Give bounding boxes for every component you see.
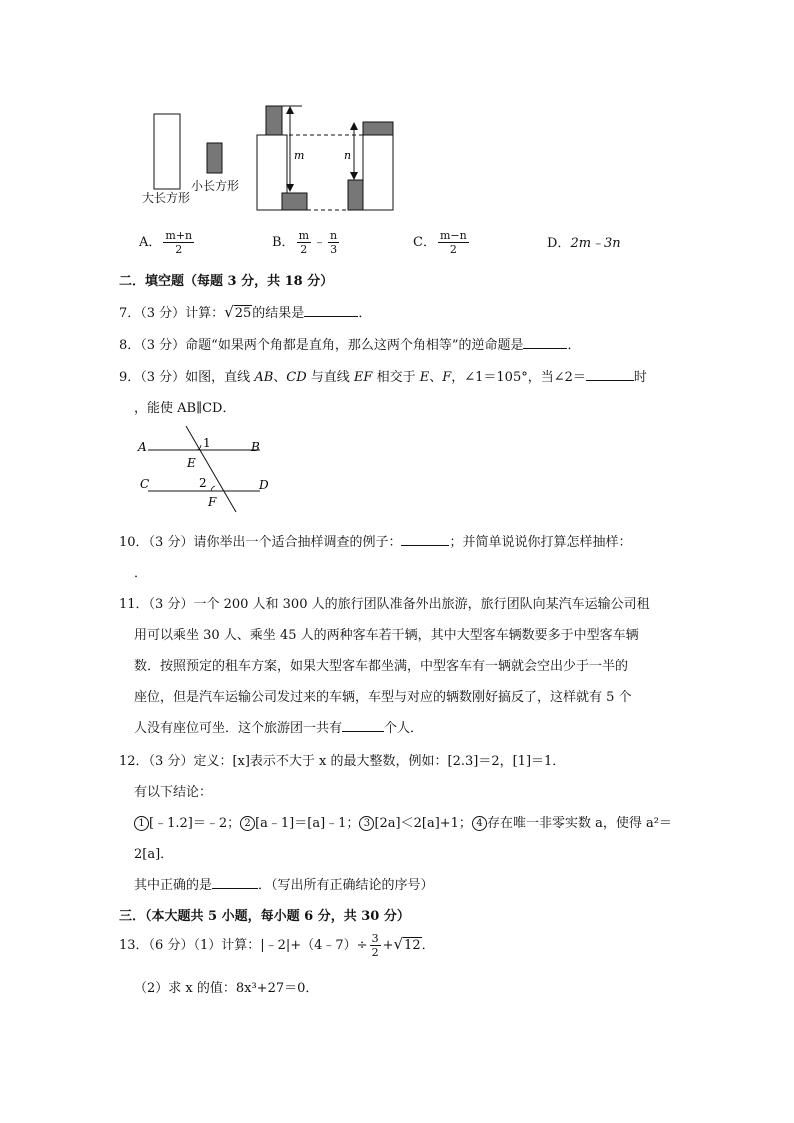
parallel-lines-figure — [130, 420, 280, 520]
q8-end: ． — [567, 338, 581, 353]
point-a-label: A — [138, 440, 147, 454]
circled-number-3: 3 — [359, 816, 374, 831]
option-b-minus: ﹣ — [313, 235, 327, 250]
option-c[interactable] — [413, 229, 471, 256]
point-f-label: F — [208, 495, 217, 509]
q9-e: E — [419, 370, 430, 385]
section-3-title: 三．（本大题共 5 小题，每小题 6 分，共 30 分） — [119, 909, 410, 924]
option-a[interactable] — [139, 229, 196, 256]
q9-tail: 时 — [633, 370, 647, 385]
answer-blank-12[interactable] — [212, 874, 258, 889]
question-9 — [119, 366, 647, 385]
q9-mid: 与直线 — [306, 370, 354, 385]
option-a-letter: A． — [139, 235, 162, 250]
point-d-label: D — [259, 478, 269, 492]
big-rectangle — [154, 114, 180, 189]
q9-sep2: 、 — [429, 370, 443, 385]
small-rect-label: 小长方形 — [191, 179, 240, 193]
answer-blank-11[interactable] — [342, 717, 384, 732]
q9-cd: CD — [286, 370, 307, 385]
q7-suffix: 的结果是 — [252, 306, 305, 321]
circled-number-1: 1 — [134, 816, 149, 831]
angle-1-label: 1 — [203, 436, 211, 450]
option-b-fraction-2: $\frac{n}{3}$ — [330, 229, 338, 256]
q9-ef: EF — [353, 370, 373, 385]
q13-plus: + — [382, 938, 394, 953]
q13-end: ． — [421, 938, 435, 953]
q13-text: 13．（6 分）（1）计算：|﹣2|+（4﹣7）÷ — [119, 938, 368, 953]
q7-prefix: 7．（3 分）计算： — [119, 306, 225, 321]
q11-text-b: 个人． — [384, 721, 424, 736]
question-8 — [119, 334, 580, 353]
q10-mid: ；并简单说说你打算怎样抽样： — [449, 535, 632, 550]
question-11-line-2: 用可以乘坐 30 人、乘坐 45 人的两种客车若干辆，其中大型客车辆数要多于中型客车辆 — [134, 628, 639, 643]
option-b-letter: B． — [272, 235, 295, 250]
conclusion-1: [﹣1.2]＝﹣2； — [149, 816, 241, 831]
option-b[interactable] — [272, 229, 341, 256]
angle-2-label: 2 — [199, 476, 207, 490]
q12-text-b: ．（写出所有正确结论的序号） — [258, 878, 434, 893]
label-n: n — [344, 149, 352, 162]
question-11-line-3: 数．按照预定的租车方案，如果大型客车都坐满，中型客车有一辆就会空出少于一半的 — [134, 659, 629, 674]
question-12-line-3 — [134, 812, 672, 831]
question-10 — [119, 531, 631, 550]
q13-radicand: 12 — [404, 938, 421, 953]
answer-blank-8[interactable] — [523, 334, 567, 349]
answer-blank-9[interactable] — [586, 366, 634, 381]
q9-mid2: 相交于 — [372, 370, 420, 385]
q7-radicand: 25 — [234, 306, 252, 321]
q7-end: ． — [358, 306, 372, 321]
sqrt-icon: √ — [393, 935, 404, 953]
option-d-expr: 2m﹣3n — [570, 236, 621, 251]
q13-fraction: $\frac{3}{2}$ — [371, 932, 379, 959]
question-11-line-4: 座位，但是汽车运输公司发过来的车辆，车型与对应的辆数刚好搞反了，这样就有 5 个 — [134, 690, 632, 705]
label-m: m — [294, 149, 305, 162]
option-b-fraction-1: $\frac{m}{2}$ — [298, 229, 309, 256]
question-10-line-2: ． — [134, 566, 148, 581]
q9-ab: AB — [254, 370, 274, 385]
q9-sep1: 、 — [273, 370, 287, 385]
point-c-label: C — [140, 477, 150, 491]
answer-blank-7[interactable] — [304, 302, 358, 317]
point-e-label: E — [187, 456, 196, 470]
question-13-part-2: （2）求 x 的值：8x³+27＝0． — [134, 981, 319, 996]
question-12-line-4: 2[a]． — [134, 847, 174, 862]
conclusion-3: [2a]＜2[a]+1； — [374, 816, 472, 831]
section-2-title: 二．填空题（每题 3 分，共 18 分） — [119, 274, 334, 289]
big-rect-label: 大长方形 — [142, 191, 191, 205]
question-11-line-5 — [134, 717, 423, 736]
q11-text-a: 人没有座位可坐．这个旅游团一共有 — [134, 721, 343, 736]
option-d[interactable] — [547, 232, 621, 251]
q12-text-a: 其中正确的是 — [134, 878, 213, 893]
q10-text: 10．（3 分）请你举出一个适合抽样调查的例子： — [119, 535, 402, 550]
question-7 — [119, 302, 371, 321]
sqrt-icon: √ — [224, 303, 234, 321]
q8-text: 8．（3 分）命题“如果两个角都是直角，那么这两个角相等”的逆命题是 — [119, 338, 524, 353]
small-rectangle — [207, 143, 222, 173]
question-11-line-1: 11．（3 分）一个 200 人和 300 人的旅行团队准备外出旅游，旅行团队向某汽车运输公司租 — [119, 597, 650, 612]
q9-f: F — [442, 370, 452, 385]
question-12-line-2: 有以下结论： — [134, 785, 213, 800]
q9-text-a: 9．（3 分）如图，直线 — [119, 370, 255, 385]
circled-number-4: 4 — [472, 816, 487, 831]
question-12-line-5 — [134, 874, 434, 893]
question-12-line-1: 12．（3 分）定义：[x]表示不大于 x 的最大整数，例如：[2.3]＝2，[1]＝1． — [119, 754, 566, 769]
option-a-fraction: $\frac{m+n}{2}$ — [165, 229, 193, 256]
circled-number-2: 2 — [240, 816, 255, 831]
conclusion-4: 存在唯一非零实数 a，使得 a²＝ — [486, 816, 672, 831]
option-d-letter: D． — [547, 236, 571, 251]
conclusion-2: [a﹣1]＝[a]﹣1； — [255, 816, 360, 831]
option-c-fraction: $\frac{m-n}{2}$ — [439, 229, 467, 256]
point-b-label: B — [251, 440, 260, 454]
answer-blank-10[interactable] — [401, 531, 449, 546]
q9-angle: ，∠1＝105°，当∠2＝ — [451, 370, 586, 385]
option-c-letter: C． — [413, 235, 436, 250]
question-9-line-2: ，能使 AB∥CD． — [134, 401, 236, 416]
question-13 — [119, 932, 435, 959]
